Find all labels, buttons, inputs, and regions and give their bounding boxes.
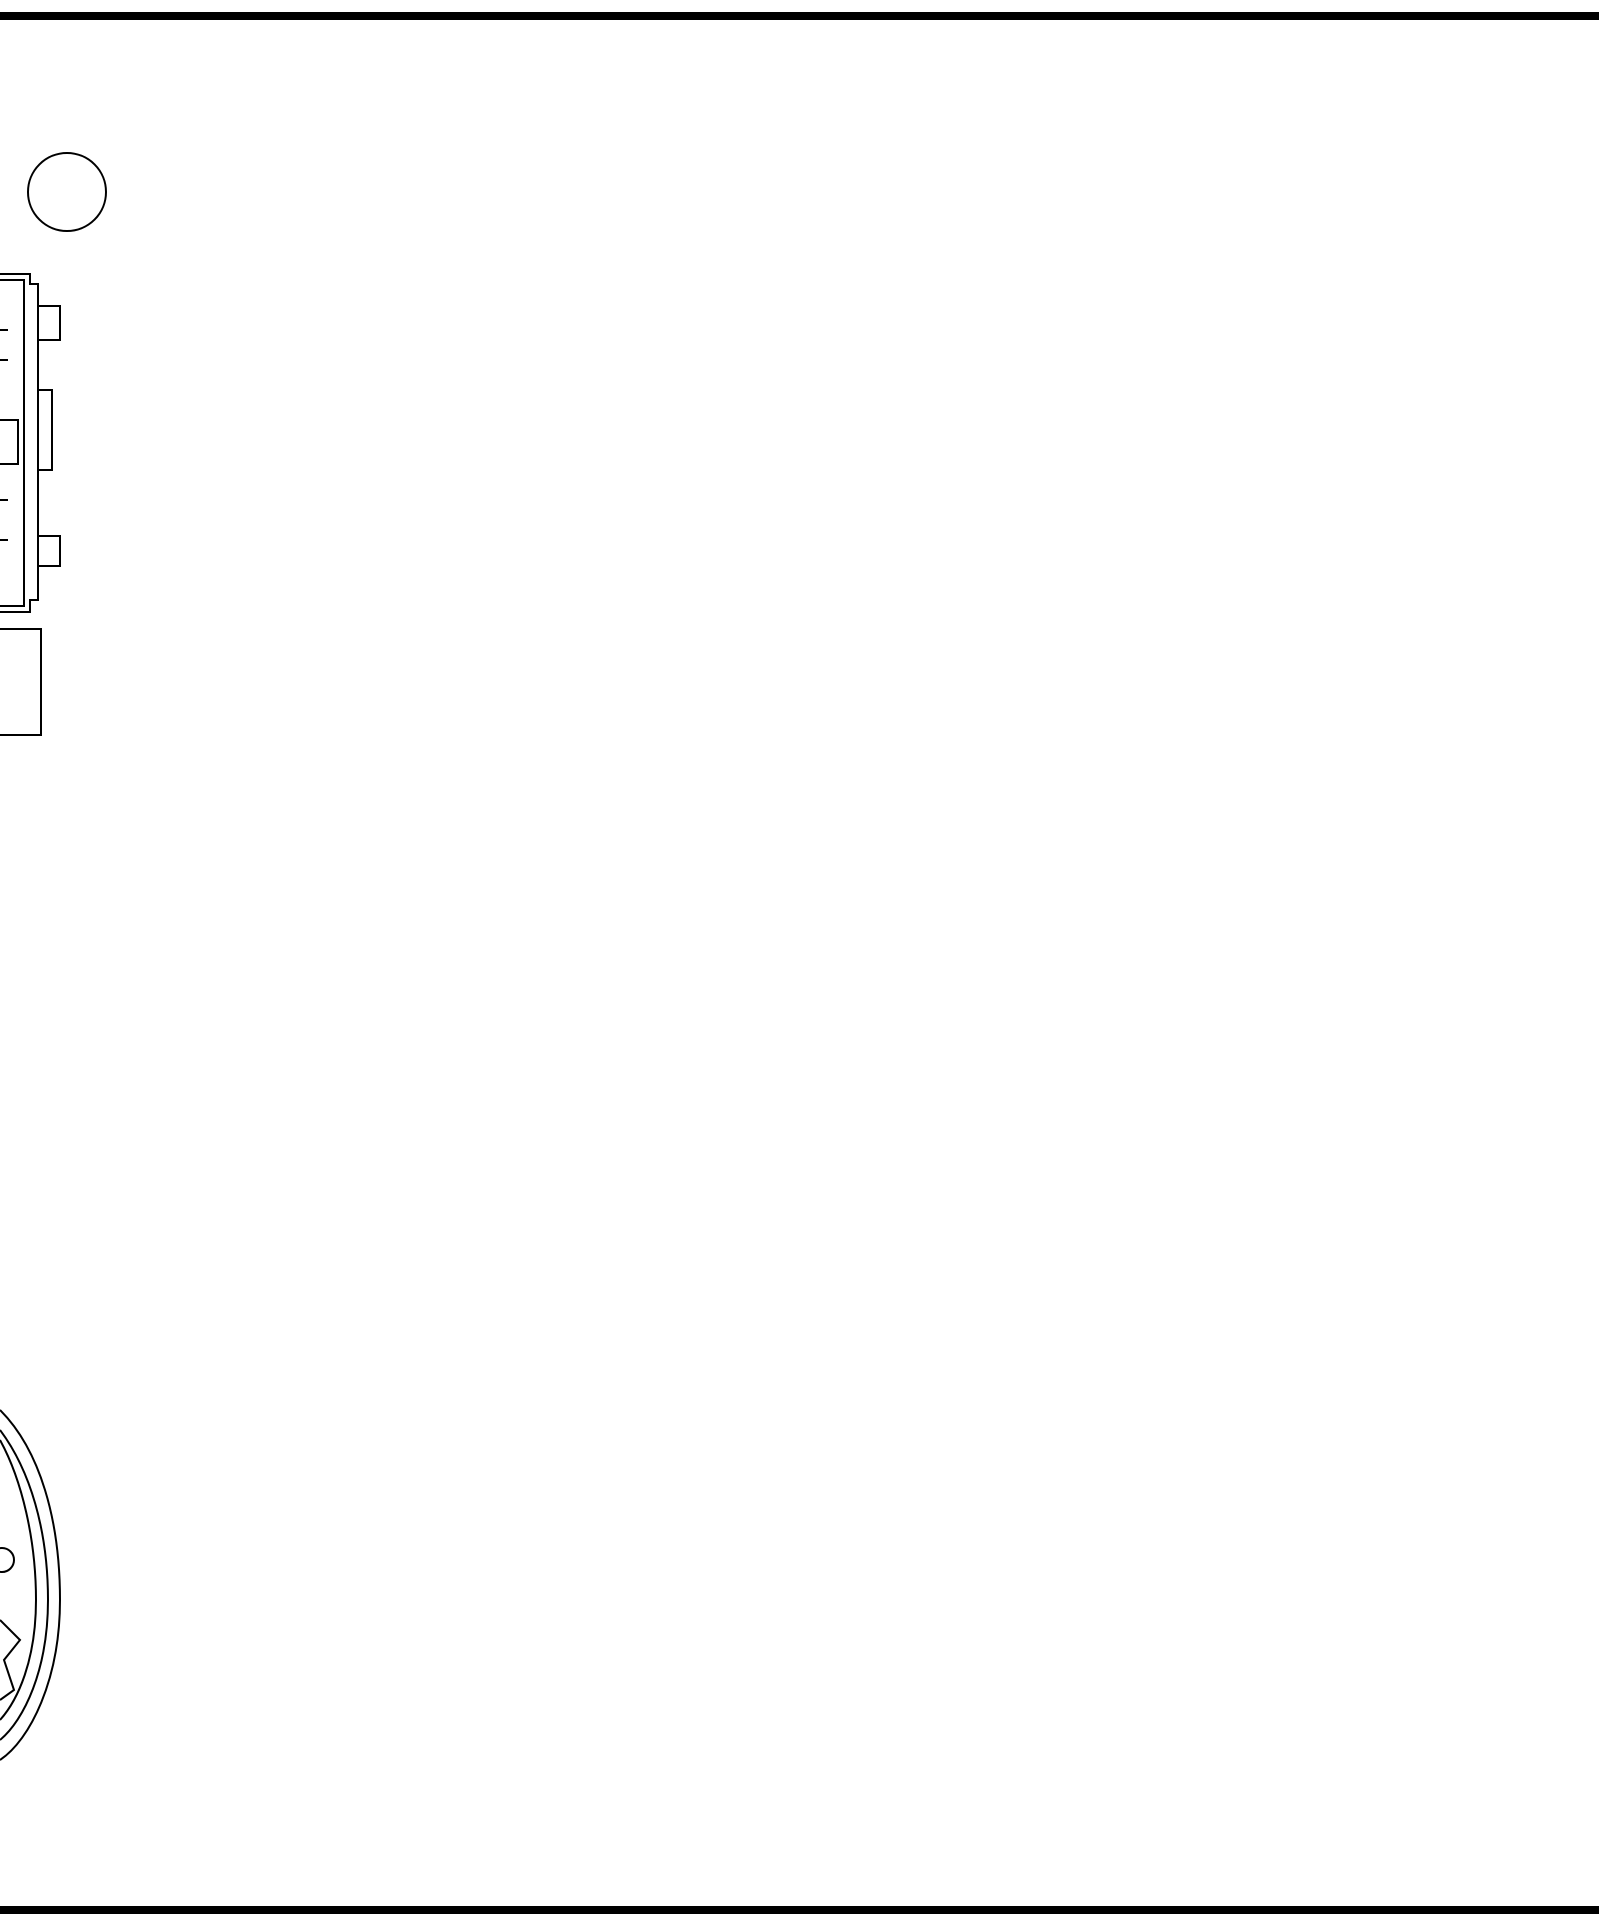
left-drawings — [0, 0, 80, 1800]
page-bottom-rule — [0, 1906, 1599, 1914]
page-top-rule — [0, 12, 1599, 20]
